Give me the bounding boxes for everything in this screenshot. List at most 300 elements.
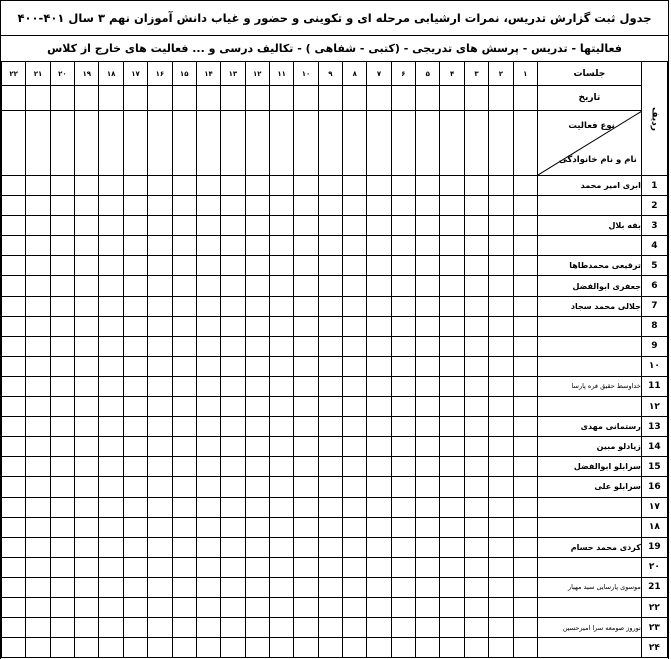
mark-cell xyxy=(245,537,269,557)
mark-cell xyxy=(245,236,269,256)
mark-cell xyxy=(99,618,123,638)
mark-cell xyxy=(489,376,513,396)
mark-cell xyxy=(343,537,367,557)
mark-cell xyxy=(245,417,269,437)
row-number: 9 xyxy=(641,336,667,356)
mark-cell xyxy=(196,618,220,638)
mark-cell xyxy=(269,477,293,497)
mark-cell xyxy=(50,577,74,597)
mark-cell xyxy=(343,417,367,437)
mark-cell xyxy=(221,457,245,477)
mark-cell xyxy=(245,276,269,296)
mark-cell xyxy=(221,597,245,617)
mark-cell xyxy=(148,236,172,256)
mark-cell xyxy=(75,256,99,276)
mark-cell xyxy=(50,477,74,497)
mark-cell xyxy=(318,497,342,517)
mark-cell xyxy=(196,537,220,557)
table-row xyxy=(2,537,668,557)
mark-cell xyxy=(513,336,537,356)
student-name: موسوی پارسایی سید مهیار xyxy=(537,577,641,597)
mark-cell xyxy=(26,296,50,316)
mark-cell xyxy=(221,276,245,296)
row-number: ۲۰ xyxy=(641,557,667,577)
date-cell xyxy=(489,86,513,111)
mark-cell xyxy=(50,316,74,336)
mark-cell xyxy=(416,437,440,457)
student-name xyxy=(537,597,641,617)
row-number: 16 xyxy=(641,477,667,497)
mark-cell xyxy=(50,236,74,256)
mark-cell xyxy=(367,196,391,216)
mark-cell xyxy=(123,397,147,417)
mark-cell xyxy=(294,336,318,356)
mark-cell xyxy=(489,577,513,597)
mark-cell xyxy=(123,356,147,376)
activity-type-label: نوع فعالیت xyxy=(568,121,615,131)
mark-cell xyxy=(75,376,99,396)
mark-cell xyxy=(269,618,293,638)
mark-cell xyxy=(489,638,513,658)
mark-cell xyxy=(123,497,147,517)
student-name: ترقیعی محمدطاها xyxy=(537,256,641,276)
mark-cell xyxy=(2,376,26,396)
mark-cell xyxy=(269,356,293,376)
mark-cell xyxy=(26,316,50,336)
mark-cell xyxy=(513,296,537,316)
mark-cell xyxy=(75,196,99,216)
mark-cell xyxy=(343,376,367,396)
mark-cell xyxy=(269,497,293,517)
mark-cell xyxy=(416,176,440,196)
student-name: نوروز صومعه سرا امیرحسین xyxy=(537,618,641,638)
mark-cell xyxy=(440,296,464,316)
mark-cell xyxy=(50,296,74,316)
date-cell xyxy=(343,86,367,111)
mark-cell xyxy=(318,618,342,638)
row-number: ۱۷ xyxy=(641,497,667,517)
date-cell xyxy=(196,86,220,111)
date-cell xyxy=(99,86,123,111)
mark-cell xyxy=(416,236,440,256)
student-name xyxy=(537,236,641,256)
mark-cell xyxy=(148,176,172,196)
mark-cell xyxy=(464,376,488,396)
mark-cell xyxy=(489,276,513,296)
mark-cell xyxy=(26,397,50,417)
mark-cell xyxy=(172,638,196,658)
mark-cell xyxy=(464,537,488,557)
mark-cell xyxy=(172,236,196,256)
mark-cell xyxy=(367,497,391,517)
mark-cell xyxy=(489,216,513,236)
mark-cell xyxy=(416,256,440,276)
mark-cell xyxy=(196,356,220,376)
mark-cell xyxy=(294,497,318,517)
student-name: سرابلو ابوالفضل xyxy=(537,457,641,477)
mark-cell xyxy=(172,497,196,517)
activity-type-cell xyxy=(416,111,440,176)
mark-cell xyxy=(221,417,245,437)
mark-cell xyxy=(416,276,440,296)
mark-cell xyxy=(123,457,147,477)
mark-cell xyxy=(2,356,26,376)
mark-cell xyxy=(343,196,367,216)
mark-cell xyxy=(123,638,147,658)
row-number: 4 xyxy=(641,236,667,256)
mark-cell xyxy=(172,517,196,537)
mark-cell xyxy=(343,336,367,356)
mark-cell xyxy=(416,618,440,638)
mark-cell xyxy=(294,477,318,497)
mark-cell xyxy=(269,256,293,276)
student-name xyxy=(537,638,641,658)
date-cell xyxy=(269,86,293,111)
mark-cell xyxy=(440,397,464,417)
date-cell xyxy=(318,86,342,111)
mark-cell xyxy=(148,316,172,336)
table-row xyxy=(2,176,668,196)
mark-cell xyxy=(269,216,293,236)
mark-cell xyxy=(391,638,415,658)
mark-cell xyxy=(269,557,293,577)
mark-cell xyxy=(513,236,537,256)
mark-cell xyxy=(367,256,391,276)
mark-cell xyxy=(123,336,147,356)
row-number: ۲۴ xyxy=(641,638,667,658)
mark-cell xyxy=(318,376,342,396)
mark-cell xyxy=(294,618,318,638)
mark-cell xyxy=(440,638,464,658)
mark-cell xyxy=(318,356,342,376)
mark-cell xyxy=(196,276,220,296)
date-cell xyxy=(26,86,50,111)
mark-cell xyxy=(318,577,342,597)
date-cell xyxy=(464,86,488,111)
mark-cell xyxy=(245,437,269,457)
mark-cell xyxy=(50,517,74,537)
mark-cell xyxy=(123,577,147,597)
row-number: 13 xyxy=(641,417,667,437)
table-row xyxy=(2,397,668,417)
mark-cell xyxy=(221,497,245,517)
activity-type-cell xyxy=(318,111,342,176)
mark-cell xyxy=(440,176,464,196)
session-number: ۱۹ xyxy=(75,62,99,86)
activity-type-cell xyxy=(99,111,123,176)
mark-cell xyxy=(75,216,99,236)
mark-cell xyxy=(221,537,245,557)
activity-type-cell xyxy=(123,111,147,176)
mark-cell xyxy=(269,236,293,256)
mark-cell xyxy=(294,276,318,296)
mark-cell xyxy=(2,296,26,316)
mark-cell xyxy=(172,196,196,216)
student-name: کردی محمد حسام xyxy=(537,537,641,557)
mark-cell xyxy=(221,477,245,497)
mark-cell xyxy=(2,256,26,276)
row-number: ۱۸ xyxy=(641,517,667,537)
mark-cell xyxy=(245,316,269,336)
mark-cell xyxy=(196,597,220,617)
mark-cell xyxy=(172,457,196,477)
mark-cell xyxy=(196,316,220,336)
mark-cell xyxy=(2,276,26,296)
date-cell xyxy=(391,86,415,111)
mark-cell xyxy=(489,557,513,577)
mark-cell xyxy=(148,397,172,417)
mark-cell xyxy=(2,417,26,437)
mark-cell xyxy=(123,618,147,638)
student-name: خداوسط حقیق فره پارسا xyxy=(537,376,641,396)
activity-type-cell xyxy=(440,111,464,176)
session-number: ۱۰ xyxy=(294,62,318,86)
mark-cell xyxy=(50,196,74,216)
session-number: ۱ xyxy=(513,62,537,86)
mark-cell xyxy=(318,397,342,417)
mark-cell xyxy=(196,437,220,457)
mark-cell xyxy=(391,336,415,356)
mark-cell xyxy=(172,537,196,557)
mark-cell xyxy=(513,497,537,517)
mark-cell xyxy=(367,336,391,356)
mark-cell xyxy=(221,336,245,356)
student-name xyxy=(537,557,641,577)
mark-cell xyxy=(440,356,464,376)
mark-cell xyxy=(513,356,537,376)
mark-cell xyxy=(148,618,172,638)
mark-cell xyxy=(245,618,269,638)
mark-cell xyxy=(221,196,245,216)
mark-cell xyxy=(148,276,172,296)
mark-cell xyxy=(123,437,147,457)
table-row xyxy=(2,638,668,658)
student-name xyxy=(537,316,641,336)
mark-cell xyxy=(440,618,464,638)
mark-cell xyxy=(318,236,342,256)
mark-cell xyxy=(367,597,391,617)
mark-cell xyxy=(318,196,342,216)
mark-cell xyxy=(99,316,123,336)
mark-cell xyxy=(416,638,440,658)
mark-cell xyxy=(513,216,537,236)
mark-cell xyxy=(99,437,123,457)
mark-cell xyxy=(123,477,147,497)
session-number: ۲۰ xyxy=(50,62,74,86)
row-number: 8 xyxy=(641,316,667,336)
session-number: ۸ xyxy=(343,62,367,86)
mark-cell xyxy=(464,176,488,196)
mark-cell xyxy=(416,216,440,236)
mark-cell xyxy=(50,437,74,457)
mark-cell xyxy=(2,537,26,557)
page-title: جدول ثبت گزارش تدریس، نمرات ارشیابی مرحله ای و تکوینی و حضور و غیاب دانش آموزان نهم ۳ سال ۴۰۱-۴۰۰ xyxy=(1,1,668,36)
mark-cell xyxy=(416,296,440,316)
mark-cell xyxy=(343,497,367,517)
mark-cell xyxy=(343,618,367,638)
mark-cell xyxy=(2,597,26,617)
mark-cell xyxy=(75,577,99,597)
mark-cell xyxy=(343,316,367,336)
mark-cell xyxy=(318,336,342,356)
session-number: ۷ xyxy=(367,62,391,86)
mark-cell xyxy=(343,397,367,417)
mark-cell xyxy=(440,336,464,356)
mark-cell xyxy=(391,537,415,557)
date-cell xyxy=(172,86,196,111)
mark-cell xyxy=(440,216,464,236)
mark-cell xyxy=(294,457,318,477)
mark-cell xyxy=(196,176,220,196)
mark-cell xyxy=(99,236,123,256)
mark-cell xyxy=(269,276,293,296)
mark-cell xyxy=(196,577,220,597)
mark-cell xyxy=(391,618,415,638)
mark-cell xyxy=(148,457,172,477)
mark-cell xyxy=(99,216,123,236)
mark-cell xyxy=(343,437,367,457)
mark-cell xyxy=(294,517,318,537)
mark-cell xyxy=(123,196,147,216)
row-number: ۱۰ xyxy=(641,356,667,376)
mark-cell xyxy=(172,477,196,497)
mark-cell xyxy=(269,296,293,316)
mark-cell xyxy=(2,316,26,336)
mark-cell xyxy=(221,618,245,638)
mark-cell xyxy=(513,618,537,638)
mark-cell xyxy=(2,638,26,658)
session-number: ۲۱ xyxy=(26,62,50,86)
mark-cell xyxy=(294,356,318,376)
mark-cell xyxy=(489,236,513,256)
mark-cell xyxy=(318,417,342,437)
mark-cell xyxy=(391,577,415,597)
mark-cell xyxy=(269,176,293,196)
mark-cell xyxy=(26,376,50,396)
mark-cell xyxy=(245,397,269,417)
mark-cell xyxy=(343,577,367,597)
student-name xyxy=(537,356,641,376)
table-row xyxy=(2,296,668,316)
date-cell xyxy=(75,86,99,111)
mark-cell xyxy=(196,236,220,256)
mark-cell xyxy=(99,557,123,577)
session-number: ۱۳ xyxy=(221,62,245,86)
mark-cell xyxy=(99,577,123,597)
mark-cell xyxy=(123,216,147,236)
student-name xyxy=(537,497,641,517)
mark-cell xyxy=(75,477,99,497)
mark-cell xyxy=(416,336,440,356)
mark-cell xyxy=(221,577,245,597)
mark-cell xyxy=(294,597,318,617)
mark-cell xyxy=(343,638,367,658)
date-cell xyxy=(2,86,26,111)
mark-cell xyxy=(75,316,99,336)
mark-cell xyxy=(489,457,513,477)
mark-cell xyxy=(50,376,74,396)
table-row xyxy=(2,497,668,517)
mark-cell xyxy=(269,417,293,437)
mark-cell xyxy=(440,437,464,457)
table-row xyxy=(2,276,668,296)
mark-cell xyxy=(148,376,172,396)
mark-cell xyxy=(440,457,464,477)
mark-cell xyxy=(148,196,172,216)
mark-cell xyxy=(172,296,196,316)
mark-cell xyxy=(50,537,74,557)
mark-cell xyxy=(75,638,99,658)
student-name: سرابلو علی xyxy=(537,477,641,497)
mark-cell xyxy=(26,477,50,497)
mark-cell xyxy=(75,296,99,316)
mark-cell xyxy=(123,376,147,396)
table-row xyxy=(2,577,668,597)
activity-type-cell xyxy=(2,111,26,176)
table-row xyxy=(2,597,668,617)
mark-cell xyxy=(26,577,50,597)
mark-cell xyxy=(513,176,537,196)
mark-cell xyxy=(294,216,318,236)
mark-cell xyxy=(464,437,488,457)
mark-cell xyxy=(318,638,342,658)
mark-cell xyxy=(26,497,50,517)
mark-cell xyxy=(123,256,147,276)
date-cell xyxy=(513,86,537,111)
mark-cell xyxy=(416,457,440,477)
mark-cell xyxy=(513,597,537,617)
activity-type-cell xyxy=(26,111,50,176)
mark-cell xyxy=(513,437,537,457)
mark-cell xyxy=(196,497,220,517)
mark-cell xyxy=(416,597,440,617)
mark-cell xyxy=(245,356,269,376)
mark-cell xyxy=(50,216,74,236)
mark-cell xyxy=(123,537,147,557)
mark-cell xyxy=(26,196,50,216)
mark-cell xyxy=(489,417,513,437)
mark-cell xyxy=(391,457,415,477)
mark-cell xyxy=(513,256,537,276)
mark-cell xyxy=(269,638,293,658)
mark-cell xyxy=(294,236,318,256)
mark-cell xyxy=(245,497,269,517)
mark-cell xyxy=(75,356,99,376)
mark-cell xyxy=(367,376,391,396)
mark-cell xyxy=(2,216,26,236)
mark-cell xyxy=(2,437,26,457)
date-cell xyxy=(245,86,269,111)
mark-cell xyxy=(221,356,245,376)
mark-cell xyxy=(464,638,488,658)
mark-cell xyxy=(318,216,342,236)
mark-cell xyxy=(245,577,269,597)
mark-cell xyxy=(343,256,367,276)
student-name: زیادلو مبین xyxy=(537,437,641,457)
mark-cell xyxy=(221,557,245,577)
page-subtitle: فعالیتها - تدریس - پرسش های تدریجی - (کتبی - شفاهی ) - تکالیف درسی و ... فعالیت های خارج از کلاس xyxy=(1,35,668,62)
student-name xyxy=(537,336,641,356)
mark-cell xyxy=(343,236,367,256)
row-number: 15 xyxy=(641,457,667,477)
mark-cell xyxy=(343,597,367,617)
mark-cell xyxy=(221,216,245,236)
mark-cell xyxy=(172,356,196,376)
mark-cell xyxy=(148,417,172,437)
mark-cell xyxy=(318,276,342,296)
mark-cell xyxy=(489,316,513,336)
table-row xyxy=(2,437,668,457)
